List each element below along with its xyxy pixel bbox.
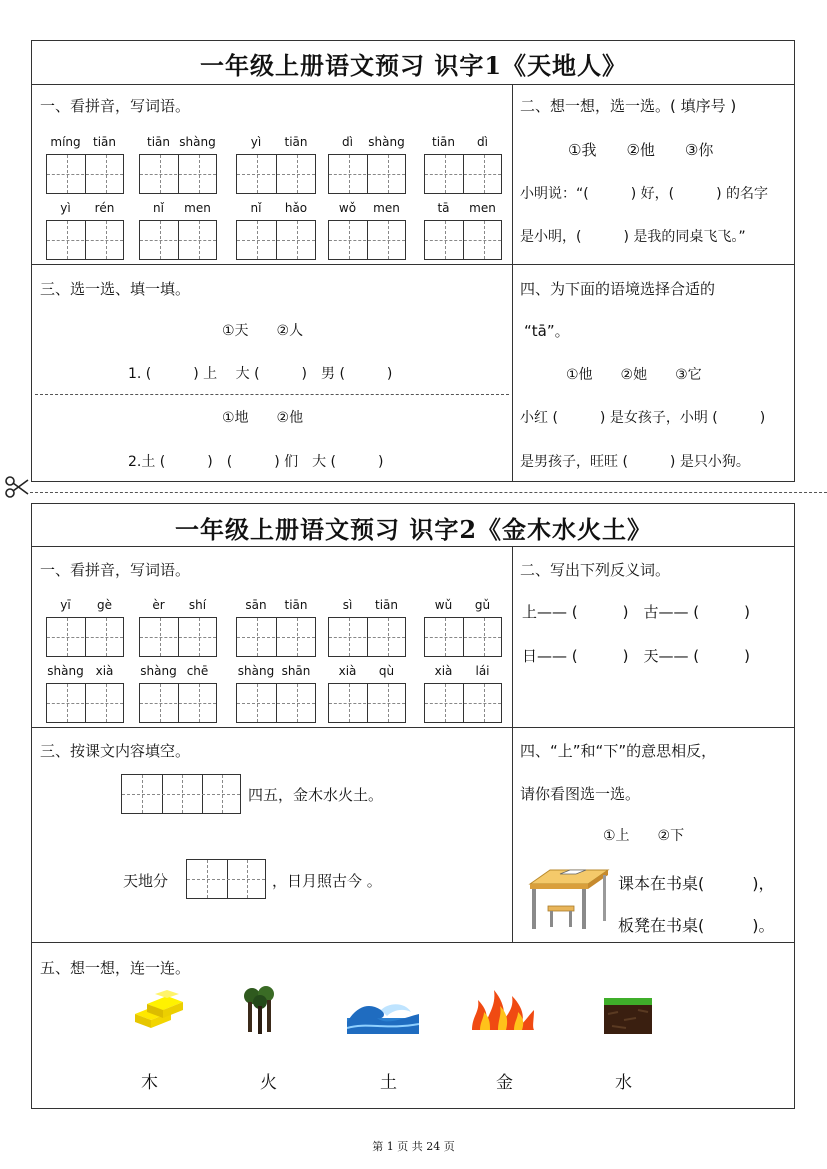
lesson1-q1-pinyin: tā	[437, 201, 450, 215]
lesson1-q1-writing-grid[interactable]	[424, 154, 502, 194]
soil-picture	[604, 998, 652, 1034]
lesson2-q3-grid-3	[121, 774, 241, 814]
lesson1-q4-heading-line1: 四、为下面的语境选择合适的	[520, 280, 716, 298]
lesson2-q2-line2: 日—— ( ) 天—— ( )	[522, 647, 750, 665]
lesson1-q3-line1: 1. ( ) 上 大 ( ) 男 ( )	[128, 366, 393, 382]
lesson2-q2-heading: 二、写出下列反义词。	[520, 561, 671, 579]
lesson2-q2-line1: 上—— ( ) 古—— ( )	[522, 603, 750, 621]
lesson1-q1-pinyin: tiān	[284, 135, 308, 149]
lesson2-q1-pinyin: èr	[152, 598, 165, 612]
lesson1-q2-line1: 小明说：“( ) 好，( ) 的名字	[520, 186, 769, 202]
lesson2-q1-pinyin: xià	[95, 664, 114, 678]
tree-picture	[240, 986, 280, 1036]
lesson2-q4-line1: 课本在书桌( )，	[618, 874, 775, 893]
lesson1-q1-writing-grid[interactable]	[139, 154, 217, 194]
lesson2-q1-pinyin: gè	[97, 598, 112, 612]
water-wave-picture	[347, 1000, 419, 1034]
lesson2-q1-pinyin: lái	[475, 664, 490, 678]
lesson1-q1-pinyin: hǎo	[284, 201, 308, 215]
lesson2-q1-writing-grid[interactable]	[139, 683, 217, 723]
lesson2-q1-pinyin: sān	[245, 598, 267, 612]
lesson2-q1-pinyin: shān	[281, 664, 311, 678]
lesson2-q1-pinyin: sì	[342, 598, 353, 612]
lesson1-q1-writing-grid[interactable]	[424, 220, 502, 260]
lesson2-q1-pinyin: shàng	[47, 664, 84, 678]
lesson1-q4-line1: 小红 ( ) 是女孩子，小明 ( )	[520, 410, 766, 426]
lesson2-q5-label: 土	[380, 1073, 397, 1093]
lesson1-q1-writing-grid[interactable]	[328, 154, 406, 194]
lesson2-q5-heading: 五、想一想，连一连。	[40, 959, 191, 977]
lesson2-q4-heading-line1: 四、“上”和“下”的意思相反，	[520, 742, 717, 760]
lesson2-q1-pinyin: gǔ	[474, 598, 491, 612]
lesson2-q4-line2: 板凳在书桌( )。	[618, 916, 775, 935]
lesson2-title: 一年级上册语文预习 识字2《金木水火土》	[174, 515, 653, 544]
lesson2-q1-pinyin: qù	[378, 664, 395, 678]
lesson2-q3-line2-prefix: 天地分	[123, 872, 169, 890]
desk-with-book-picture	[524, 866, 610, 932]
lesson1-q3-options1: ①天 ②人	[222, 323, 304, 339]
lesson1-q2-line2: 是小明，( ) 是我的同桌飞飞。”	[520, 229, 746, 245]
lesson1-q3-options2: ①地 ②他	[222, 410, 304, 426]
lesson2-title-divider	[31, 546, 795, 547]
lesson2-q1-heading: 一、看拼音，写词语。	[40, 561, 191, 579]
lesson1-q1-pinyin: tiān	[93, 135, 116, 149]
lesson1-row-divider	[31, 264, 795, 265]
lesson1-q1-pinyin: yì	[60, 201, 71, 215]
lesson1-q3-line2: 2.土 ( ) ( ) 们 大 ( )	[128, 454, 384, 470]
lesson2-q1-writing-grid[interactable]	[424, 683, 502, 723]
lesson2-q5-label: 火	[260, 1073, 277, 1093]
lesson1-q1-pinyin: wǒ	[338, 201, 357, 215]
lesson1-q1-pinyin: tiān	[147, 135, 170, 149]
lesson2-q1-pinyin: xià	[338, 664, 357, 678]
lesson2-row-divider-1	[31, 727, 795, 728]
lesson1-q2-options: ①我 ②他 ③你	[568, 141, 714, 159]
lesson2-q1-pinyin: yī	[60, 598, 71, 612]
lesson1-q1-writing-grid[interactable]	[236, 154, 316, 194]
lesson2-q1-pinyin: xià	[434, 664, 453, 678]
lesson2-q1-writing-grid[interactable]	[328, 683, 406, 723]
lesson1-q4-heading-line2: “tā”。	[524, 322, 570, 340]
lesson2-q1-pinyin: wǔ	[434, 598, 453, 612]
lesson2-q3-line2-suffix: ，日月照古今 。	[272, 872, 382, 890]
lesson1-title: 一年级上册语文预习 识字1《天地人》	[199, 51, 628, 80]
lesson1-q3-heading: 三、选一选、填一填。	[40, 280, 191, 298]
fire-picture	[470, 988, 536, 1032]
lesson2-q1-pinyin: shàng	[140, 664, 177, 678]
lesson1-col-divider	[512, 84, 513, 482]
lesson1-q1-writing-grid[interactable]	[236, 220, 316, 260]
lesson2-q1-pinyin: shí	[188, 598, 207, 612]
lesson1-q2-heading: 二、想一想，选一选。( 填序号 )	[520, 97, 737, 115]
lesson2-q1-writing-grid[interactable]	[424, 617, 502, 657]
lesson1-q1-pinyin: nǐ	[250, 201, 262, 215]
lesson2-q1-writing-grid[interactable]	[46, 617, 124, 657]
lesson1-q1-pinyin: shàng	[368, 135, 405, 149]
lesson1-q1-pinyin: tiān	[432, 135, 455, 149]
lesson2-q4-options: ①上 ②下	[603, 828, 685, 844]
lesson1-q4-options: ①他 ②她 ③它	[566, 367, 702, 383]
lesson1-q1-pinyin: shàng	[179, 135, 216, 149]
lesson1-q4-line2: 是男孩子，旺旺 ( ) 是只小狗。	[520, 454, 750, 470]
lesson2-q4-heading-line2: 请你看图选一选。	[520, 785, 641, 803]
lesson1-q1-pinyin: nǐ	[153, 201, 164, 215]
lesson2-q1-pinyin: tiān	[284, 598, 308, 612]
scissors-icon	[4, 474, 30, 500]
lesson1-q1-pinyin: men	[469, 201, 496, 215]
lesson1-q3-dashed-divider	[35, 394, 509, 395]
page-footer: 第 1 页 共 24 页	[372, 1140, 455, 1153]
lesson2-col-divider	[512, 546, 513, 942]
lesson2-q3-grid-2	[186, 859, 266, 899]
lesson1-q1-pinyin: men	[373, 201, 400, 215]
lesson1-q1-pinyin: dì	[342, 135, 353, 149]
lesson2-q1-pinyin: shàng	[237, 664, 275, 678]
lesson2-q3-heading: 三、按课文内容填空。	[40, 742, 191, 760]
lesson1-q1-pinyin: rén	[94, 201, 115, 215]
lesson1-q1-pinyin: yì	[250, 135, 262, 149]
lesson1-q1-writing-grid[interactable]	[328, 220, 406, 260]
lesson2-row-divider-2	[31, 942, 795, 943]
lesson1-q1-writing-grid[interactable]	[139, 220, 217, 260]
lesson1-q1-writing-grid[interactable]	[46, 154, 124, 194]
lesson2-q5-label: 金	[496, 1073, 513, 1093]
lesson1-title-divider	[31, 84, 795, 85]
cut-line	[30, 492, 827, 493]
lesson2-q1-pinyin: chē	[186, 664, 209, 678]
lesson2-q1-writing-grid[interactable]	[139, 617, 217, 657]
lesson2-q1-writing-grid[interactable]	[236, 617, 316, 657]
gold-bars-picture	[133, 988, 185, 1032]
lesson1-q1-writing-grid[interactable]	[46, 220, 124, 260]
lesson1-q1-pinyin: dì	[477, 135, 488, 149]
lesson2-q1-writing-grid[interactable]	[328, 617, 406, 657]
lesson2-q3-line1-suffix: 四五，金木水火土。	[248, 786, 384, 804]
lesson2-q1-writing-grid[interactable]	[46, 683, 124, 723]
lesson1-q1-pinyin: men	[184, 201, 211, 215]
lesson2-q1-pinyin: tiān	[375, 598, 398, 612]
lesson1-q1-pinyin: míng	[50, 135, 81, 149]
lesson2-q5-label: 木	[141, 1073, 158, 1093]
lesson2-q5-label: 水	[615, 1073, 632, 1093]
lesson1-q1-heading: 一、看拼音，写词语。	[40, 97, 191, 115]
lesson2-q1-writing-grid[interactable]	[236, 683, 316, 723]
